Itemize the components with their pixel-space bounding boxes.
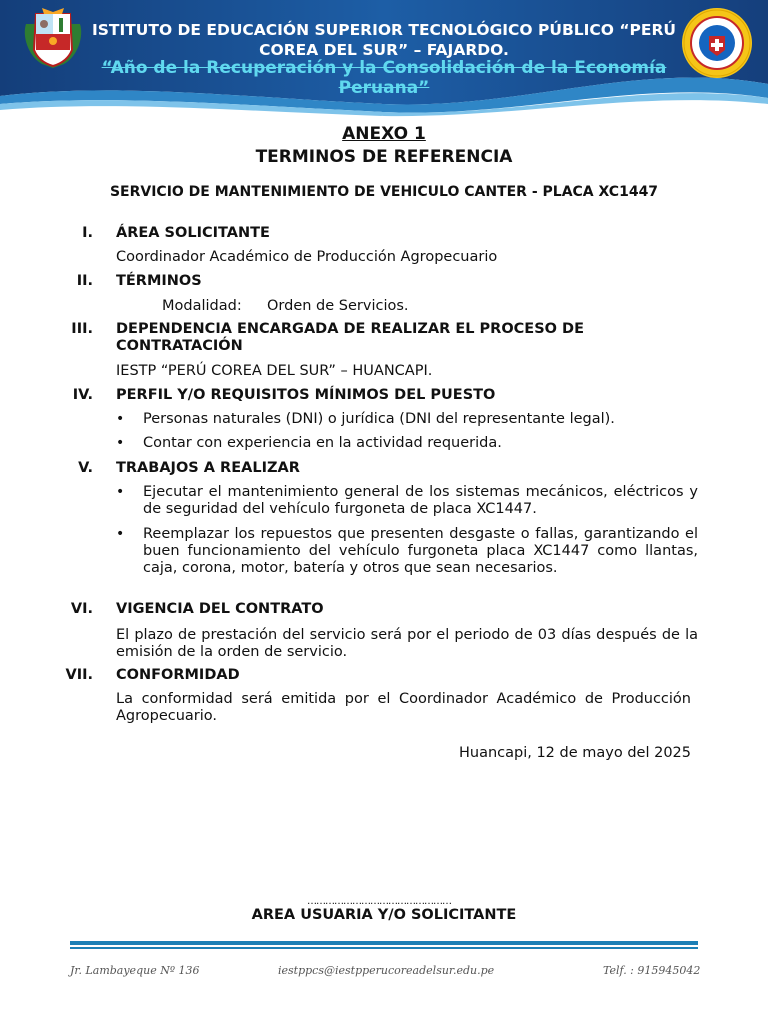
section-title: CONFORMIDAD	[116, 667, 240, 683]
section-number: III.	[71, 321, 93, 337]
section-title: VIGENCIA DEL CONTRATO	[116, 601, 324, 617]
annex-title: ANEXO 1	[342, 124, 426, 144]
signature-line: …………………………………………	[307, 896, 451, 907]
institution-name-line1: ISTITUTO DE EDUCACIÓN SUPERIOR TECNOLÓGICO PÚBLICO “PERÚ	[91, 21, 677, 39]
section-title: TÉRMINOS	[116, 273, 202, 289]
footer-email: iestppcs@iestpperucoreadelsur.edu.pe	[278, 964, 495, 977]
modality-label: Modalidad:	[162, 298, 242, 314]
section-number: VII.	[65, 667, 93, 683]
section-text: Coordinador Académico de Producción Agropecuario	[116, 249, 498, 265]
footer-divider	[70, 947, 698, 949]
footer-phone: Telf. : 915945042	[603, 964, 701, 977]
section-title: ÁREA SOLICITANTE	[116, 225, 270, 241]
section-number: IV.	[72, 387, 93, 403]
section-title: PERFIL Y/O REQUISITOS MÍNIMOS DEL PUESTO	[116, 387, 496, 403]
section-number: II.	[76, 273, 93, 289]
bullet-icon: •	[116, 484, 125, 500]
year-motto-line1: “Año de la Recuperación y la Consolidación de la Economía	[101, 58, 667, 78]
section-title-line2: CONTRATACIÓN	[116, 338, 243, 354]
service-title: SERVICIO DE MANTENIMIENTO DE VEHICULO CANTER - PLACA XC1447	[109, 184, 659, 200]
document-title: TERMINOS DE REFERENCIA	[255, 147, 513, 167]
modality-value: Orden de Servicios.	[267, 298, 409, 314]
list-item: Ejecutar el mantenimiento general de los sistemas mecánicos, eléctricos y de seguridad del vehículo furgoneta de placa XC1447.	[143, 484, 698, 517]
section-title: TRABAJOS A REALIZAR	[116, 460, 300, 476]
institution-name	[0, 20, 768, 60]
list-item: Reemplazar los repuestos que presenten desgaste o fallas, garantizando el buen funcionamiento del vehículo furgoneta placa XC1447 como llantas, caja, corona, motor, batería y otros que sean necesarios.	[143, 526, 698, 576]
date-line: Huancapi, 12 de mayo del 2025	[458, 745, 691, 761]
section-title-line1: DEPENDENCIA ENCARGADA DE REALIZAR EL PROCESO DE	[116, 321, 584, 337]
bullet-icon: •	[116, 435, 125, 451]
footer-address: Jr. Lambayeque Nº 136	[70, 964, 200, 977]
header-banner	[0, 0, 768, 118]
footer-divider	[70, 941, 698, 945]
section-text: El plazo de prestación del servicio será por el periodo de 03 días después de la emisión de la orden de servicio.	[116, 627, 698, 660]
year-motto-line2: Peruana”	[338, 78, 430, 98]
section-text: IESTP “PERÚ COREA DEL SUR” – HUANCAPI.	[116, 363, 433, 379]
section-number: I.	[82, 225, 93, 241]
year-motto	[0, 58, 768, 98]
section-number: VI.	[70, 601, 93, 617]
bullet-icon: •	[116, 526, 125, 542]
institution-name-line2: COREA DEL SUR” – FAJARDO.	[259, 41, 509, 59]
bullet-icon: •	[116, 411, 125, 427]
section-number: V.	[78, 460, 93, 476]
section-text: La conformidad será emitida por el Coordinador Académico de Producción Agropecuario.	[116, 691, 691, 724]
signature-label: AREA USUARIA Y/O SOLICITANTE	[251, 907, 517, 923]
section-title	[116, 321, 584, 355]
list-item: Contar con experiencia en la actividad requerida.	[143, 435, 502, 451]
list-item: Personas naturales (DNI) o jurídica (DNI del representante legal).	[143, 411, 615, 427]
